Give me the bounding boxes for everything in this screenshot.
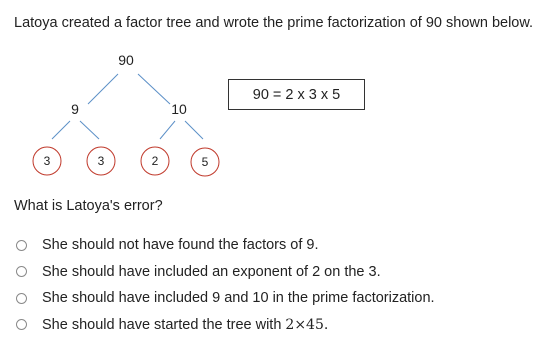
prompt-text: What is Latoya's error? [14, 198, 163, 214]
answer-option-4[interactable] [16, 312, 435, 338]
tree-leaf-value: 3 [44, 154, 51, 168]
tree-branch [52, 121, 70, 139]
option-label: She should not have found the factors of 9. [42, 237, 319, 253]
tree-branch [138, 74, 170, 104]
radio-button[interactable] [16, 319, 27, 330]
radio-button[interactable] [16, 293, 27, 304]
option-label: She should have included an exponent of 2 on the 3. [42, 264, 381, 280]
tree-leaf-value: 3 [98, 154, 105, 168]
tree-branch [80, 121, 99, 139]
option-label: She should have included 9 and 10 in the prime factorization. [42, 290, 435, 306]
radio-button[interactable] [16, 266, 27, 277]
answer-option-1[interactable] [16, 232, 435, 259]
question-text: Latoya created a factor tree and wrote the prime factorization of 90 shown below. [14, 15, 533, 31]
tree-root-value: 90 [118, 52, 134, 68]
tree-leaf-value: 5 [202, 155, 209, 169]
radio-button[interactable] [16, 240, 27, 251]
tree-branch [185, 121, 203, 139]
answer-options [16, 232, 435, 338]
answer-option-3[interactable] [16, 285, 435, 312]
tree-leaf-value: 2 [152, 154, 159, 168]
tree-right-value: 10 [171, 101, 187, 117]
factorization-box [228, 79, 365, 110]
answer-option-2[interactable] [16, 259, 435, 286]
tree-left-value: 9 [71, 101, 79, 117]
factorization-text: 90 = 2 x 3 x 5 [253, 87, 340, 103]
option-label: She should have started the tree with [42, 317, 281, 333]
tree-branch [160, 121, 175, 139]
option-math-term: 2×45. [285, 317, 328, 333]
tree-branch [88, 74, 118, 104]
